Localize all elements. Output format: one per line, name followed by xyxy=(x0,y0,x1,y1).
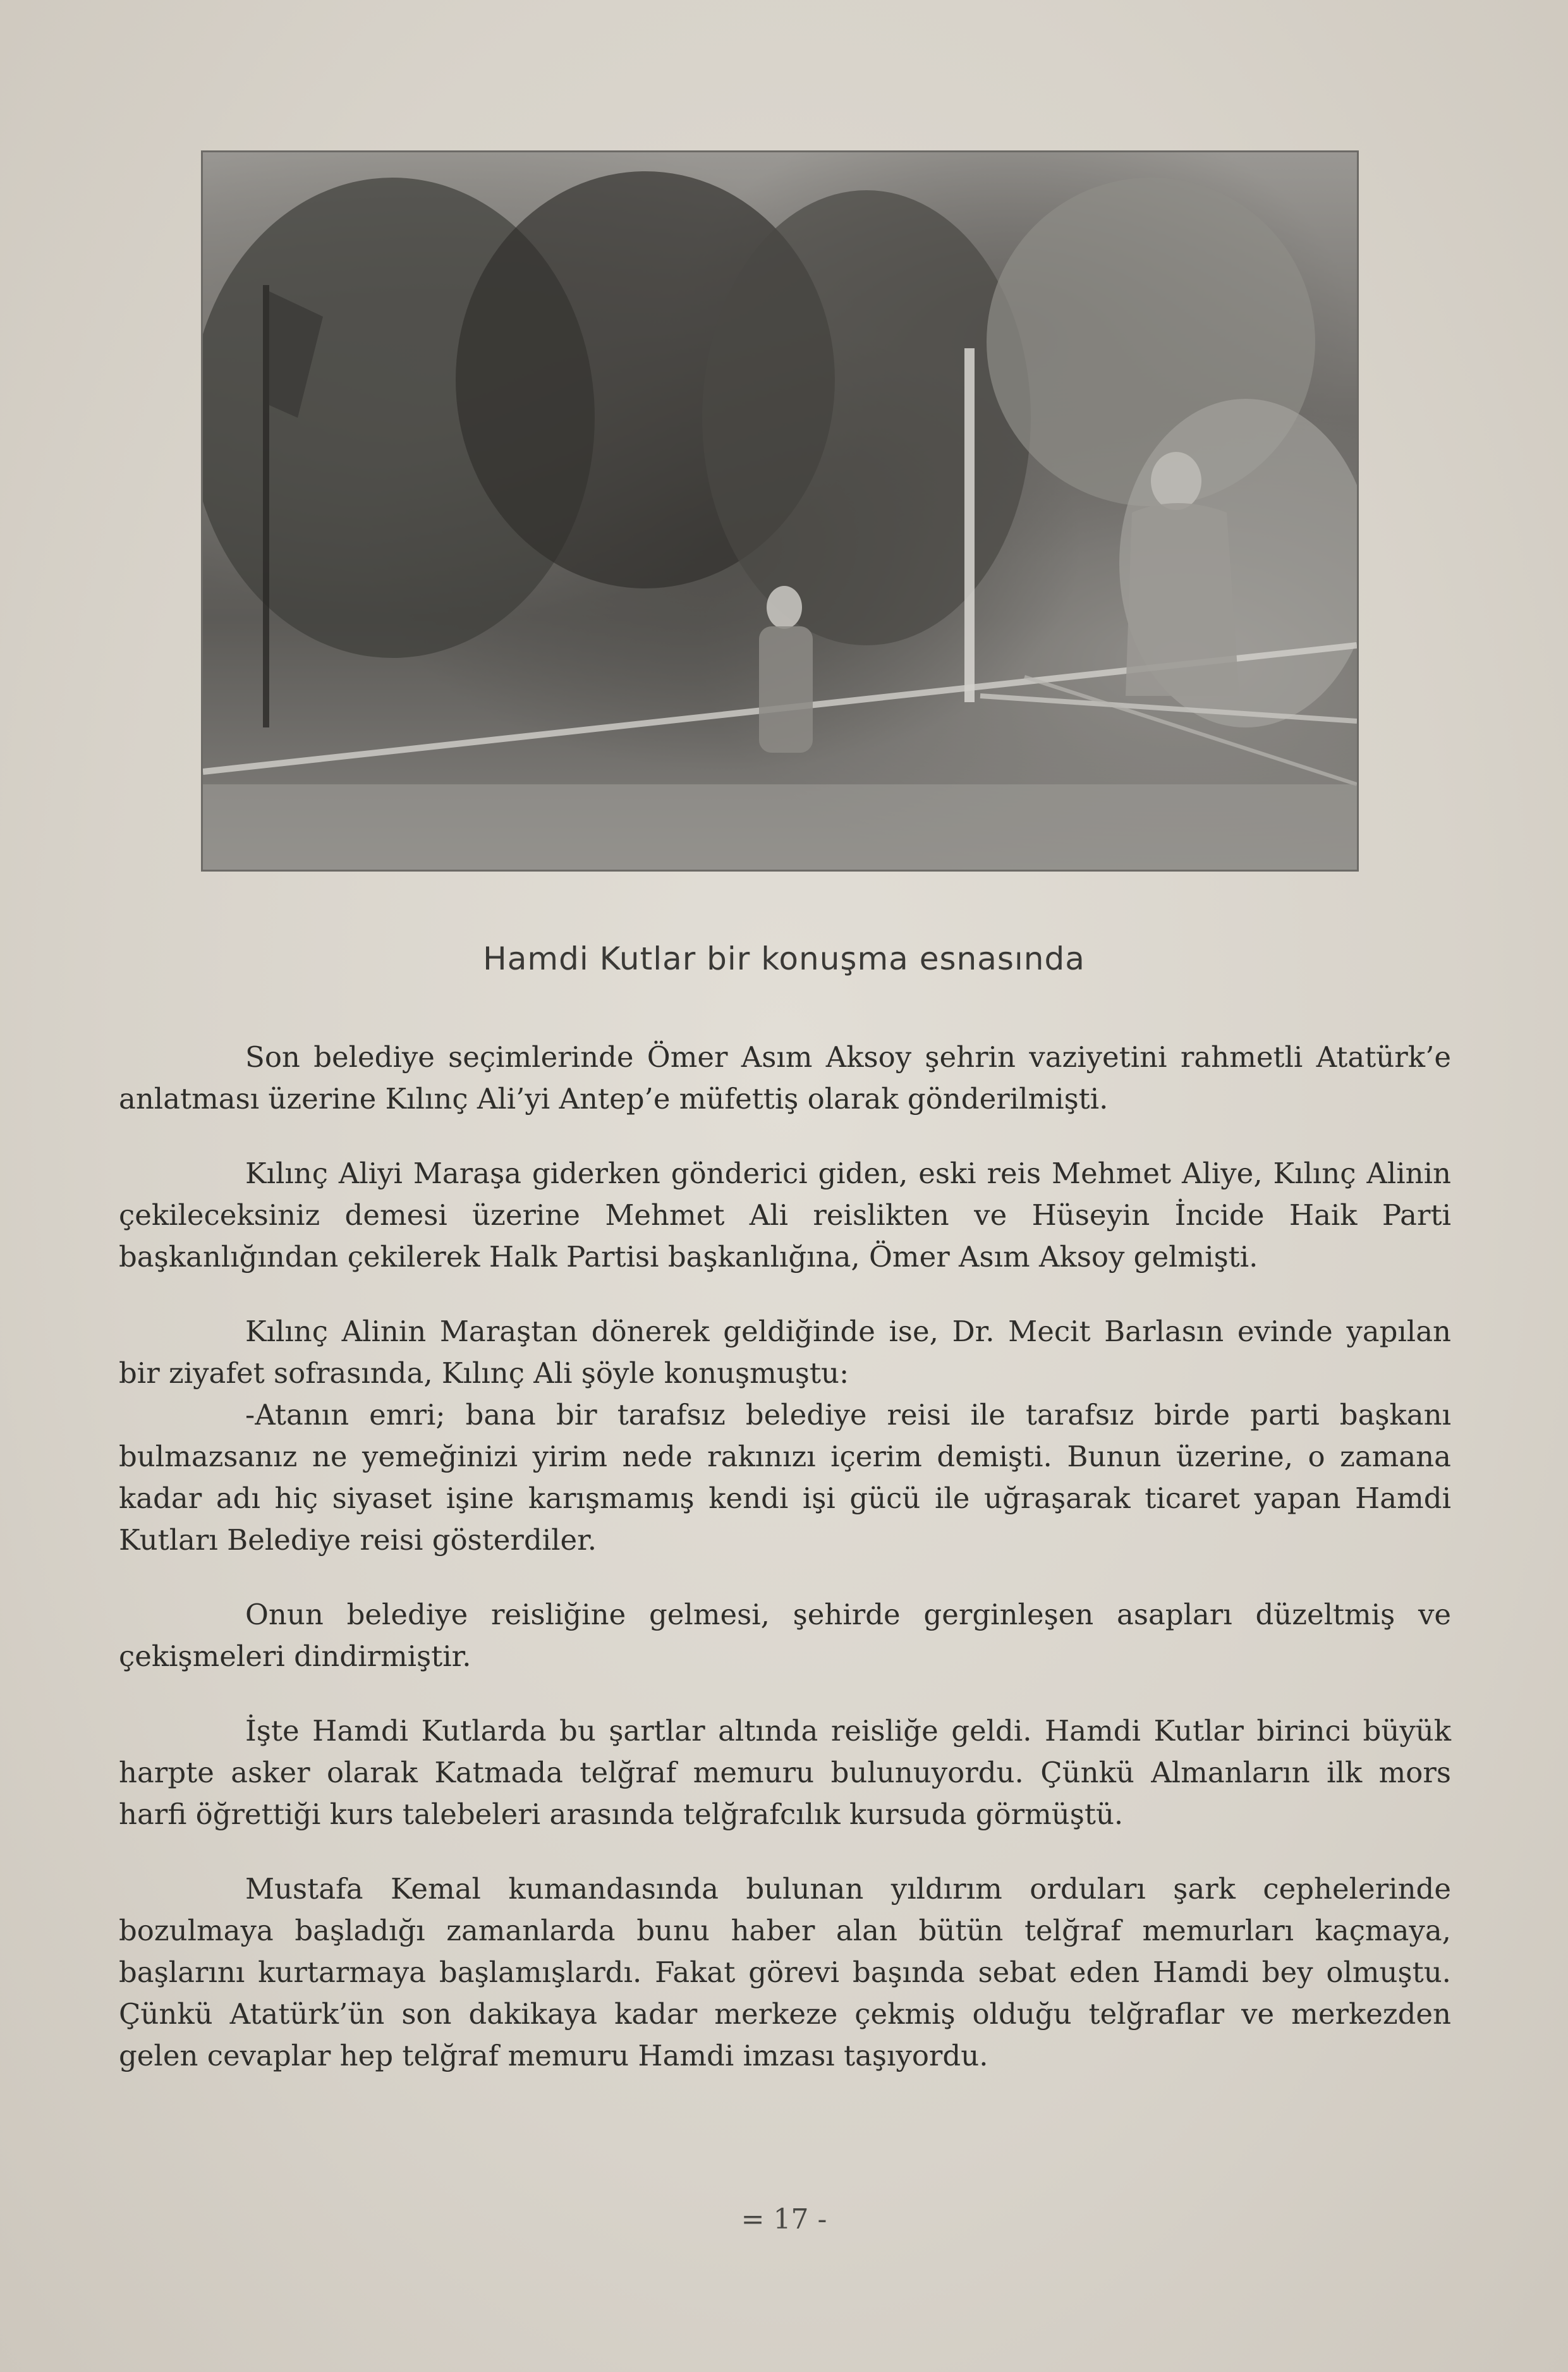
paragraph-3: Kılınç Alinin Maraştan dönerek geldiğinde ise, Dr. Mecit Barlasın evinde yapılan bir ziyafet sofrasında, Kılınç Ali şöyle konuşmuştu: xyxy=(119,1315,1451,1390)
paragraph-7: Mustafa Kemal kumandasında bulunan yıldırım orduları şark cephelerinde bozulmaya başladığı zamanlarda bunu haber alan bütün telğraf memurları kaçmaya, başlarını kurtarmaya başlamışlardı. Fakat görevi başında sebat eden Hamdi bey olmuştu. Çünkü Atatürk’ün son dakikaya kadar merkeze çekmiş olduğu telğraflar ve merkezden gelen cevaplar hep telğraf memuru Hamdi imzası taşıyordu. xyxy=(119,1872,1451,2072)
paragraph-5: Onun belediye reisliğine gelmesi, şehirde gerginleşen asapları düzeltmiş ve çekişmeleri dindirmiştir. xyxy=(119,1598,1451,1673)
photo-caption: Hamdi Kutlar bir konuşma esnasında xyxy=(483,940,1085,977)
photo-illustration xyxy=(203,152,1357,870)
body-text xyxy=(119,1037,1451,2110)
paragraph-1: Son belediye seçimlerinde Ömer Asım Aksoy şehrin vaziyetini rahmetli Atatürk’e anlatması üzerine Kılınç Ali’yi Antep’e müfettiş olarak gönderilmişti. xyxy=(119,1040,1451,1116)
photograph xyxy=(201,150,1359,872)
paragraph-2: Kılınç Aliyi Maraşa giderken gönderici giden, eski reis Mehmet Aliye, Kılınç Alinin çekileceksiniz demesi üzerine Mehmet Ali reislikten ve Hüseyin İncide Haik Parti başkanlığından çekilerek Halk Partisi başkanlığına, Ömer Asım Aksoy gelmişti. xyxy=(119,1157,1451,1274)
paragraph-6: İşte Hamdi Kutlarda bu şartlar altında reisliğe geldi. Hamdi Kutlar birinci büyük harpte asker olarak Katmada telğraf memuru bulunuyordu. Çünkü Almanların ilk mors harfi öğrettiği kurs talebeleri arasında telğrafcılık kursuda görmüştü. xyxy=(119,1714,1451,1831)
page-number: = 17 - xyxy=(741,2203,827,2235)
paragraph-4: -Atanın emri; bana bir tarafsız belediye reisi ile tarafsız birde parti başkanı bulmazsanız ne yemeğinizi yirim nede rakınızı içerim demişti. Bunun üzerine, o zamana kadar adı hiç siyaset işine karışmamış kendi işi gücü ile uğraşarak ticaret yapan Hamdi Kutları Belediye reisi gösterdiler. xyxy=(119,1398,1451,1557)
